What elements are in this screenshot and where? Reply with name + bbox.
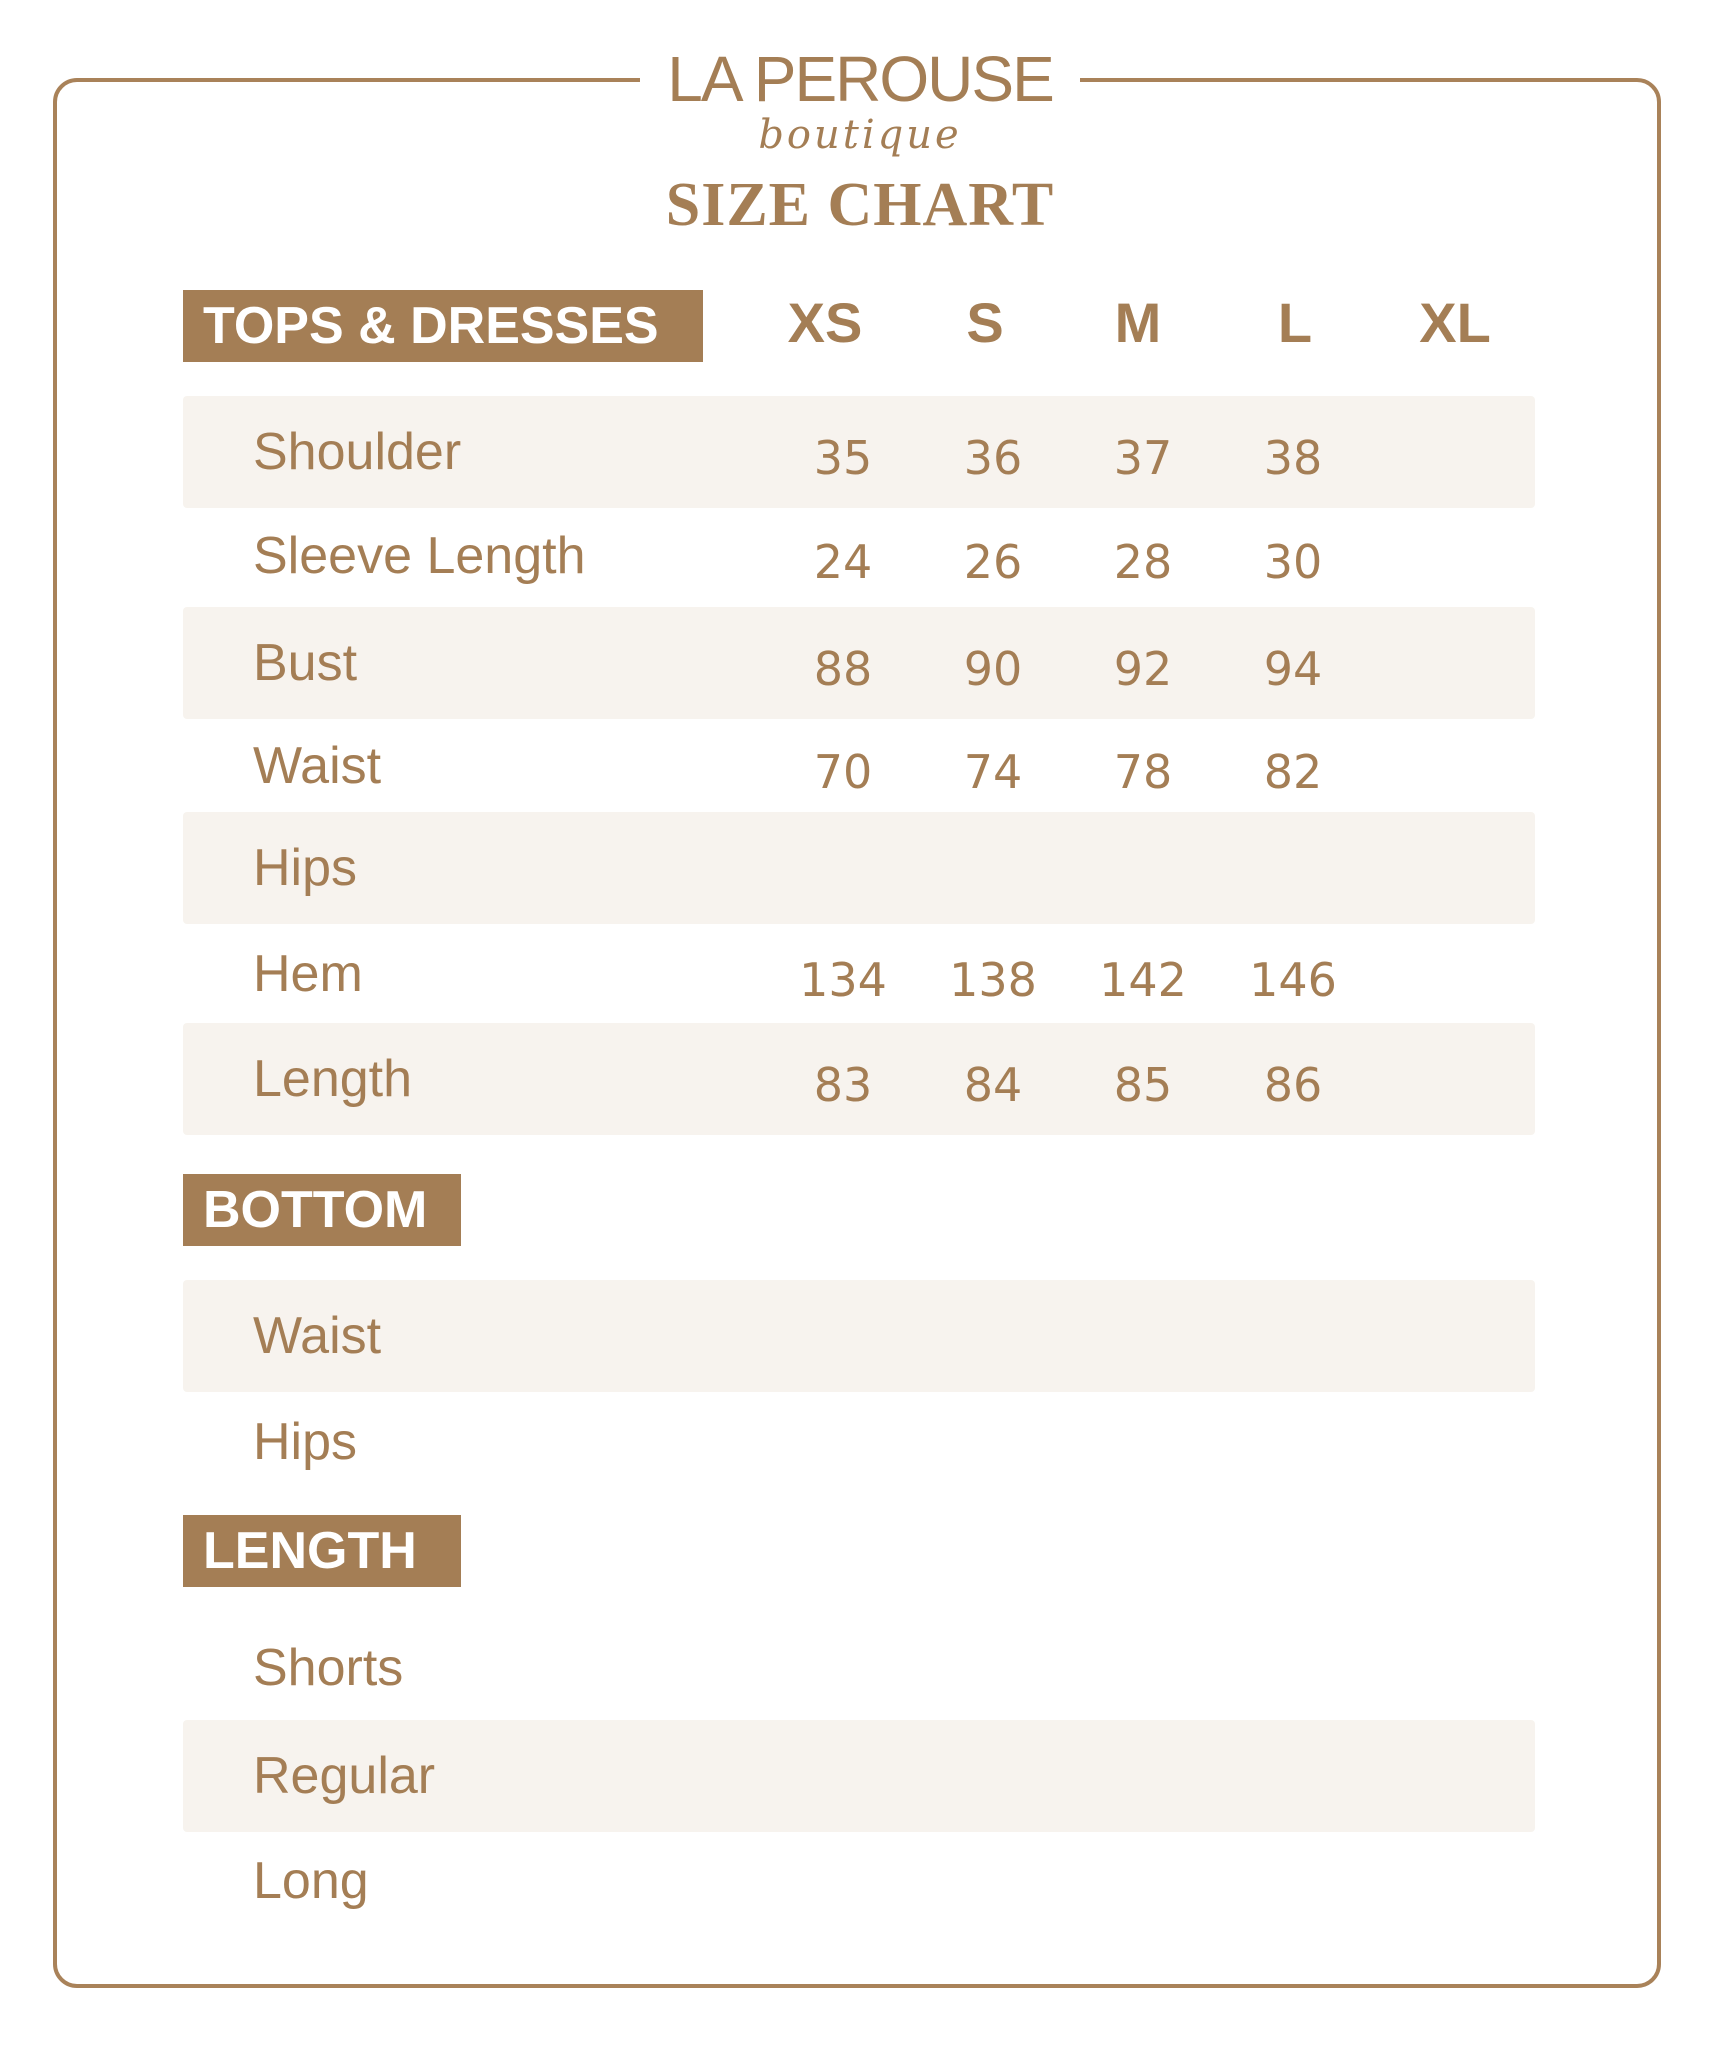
cell-m: 142 — [1099, 953, 1187, 1007]
cell-s: 26 — [963, 535, 1023, 589]
row-label: Bust — [253, 634, 358, 692]
cell-m: 85 — [1113, 1058, 1173, 1112]
cell-xl — [1378, 506, 1528, 618]
row-label: Long — [253, 1852, 369, 1910]
row-label: Hips — [253, 1413, 358, 1471]
table-row — [183, 918, 1535, 1030]
cell-s: 74 — [963, 745, 1023, 799]
cell-l: 86 — [1263, 1058, 1323, 1112]
row-label: Regular — [253, 1747, 436, 1805]
table-row — [183, 500, 1535, 612]
cell-s: 84 — [963, 1058, 1023, 1112]
cell-m: 37 — [1113, 431, 1173, 485]
cell-l: 38 — [1263, 431, 1323, 485]
row-label: Sleeve Length — [253, 527, 586, 585]
cell-l: 30 — [1263, 535, 1323, 589]
brand-name: LA PEROUSE — [667, 43, 1053, 115]
size-header-xs: XS — [787, 291, 863, 354]
cell-s: 36 — [963, 431, 1023, 485]
table-row — [183, 1825, 1535, 1937]
cell-xl — [1378, 402, 1528, 514]
cell-xs: 83 — [813, 1058, 873, 1112]
section-label-bottom: BOTTOM — [183, 1174, 461, 1246]
cell-s: 138 — [949, 953, 1037, 1007]
page-title: SIZE CHART — [665, 171, 1055, 239]
table-row — [183, 1720, 1535, 1832]
cell-xs: 88 — [813, 642, 873, 696]
cell-xl — [1378, 613, 1528, 725]
table-row — [183, 1386, 1535, 1498]
cell-xl — [1378, 1029, 1528, 1141]
row-label: Waist — [253, 737, 382, 795]
cell-xl — [1378, 818, 1528, 930]
row-label: Shoulder — [253, 423, 462, 481]
cell-xl — [1378, 924, 1528, 1036]
cell-xs — [768, 818, 918, 930]
table-row — [183, 396, 1535, 508]
brand-script: boutique — [758, 112, 962, 158]
row-label: Hem — [253, 945, 363, 1003]
cell-m: 92 — [1113, 642, 1173, 696]
cell-l — [1218, 818, 1368, 930]
cell-l: 94 — [1263, 642, 1323, 696]
cell-xs: 70 — [813, 745, 873, 799]
cell-l: 146 — [1249, 953, 1337, 1007]
cell-xs: 35 — [813, 431, 873, 485]
row-label: Hips — [253, 839, 358, 897]
table-row — [183, 710, 1535, 822]
cell-xs: 134 — [799, 953, 887, 1007]
row-label: Waist — [253, 1307, 382, 1365]
row-label: Length — [253, 1050, 413, 1108]
cell-l: 82 — [1263, 745, 1323, 799]
cell-xs: 24 — [813, 535, 873, 589]
size-header-s: S — [966, 291, 1004, 354]
table-row — [183, 812, 1535, 924]
section-label-tops: TOPS & DRESSES — [183, 290, 703, 362]
cell-m: 78 — [1113, 745, 1173, 799]
cell-s: 90 — [963, 642, 1023, 696]
table-row — [183, 1280, 1535, 1392]
table-row — [183, 607, 1535, 719]
row-label: Shorts — [253, 1639, 404, 1697]
size-header-xl: XL — [1419, 291, 1491, 354]
size-header-m: M — [1114, 291, 1162, 354]
cell-s — [918, 818, 1068, 930]
brand-logo — [640, 36, 1080, 166]
table-row — [183, 1612, 1535, 1724]
size-header-l: L — [1277, 291, 1313, 354]
cell-m: 28 — [1113, 535, 1173, 589]
table-row — [183, 1023, 1535, 1135]
cell-m — [1068, 818, 1218, 930]
section-label-length: LENGTH — [183, 1515, 461, 1587]
